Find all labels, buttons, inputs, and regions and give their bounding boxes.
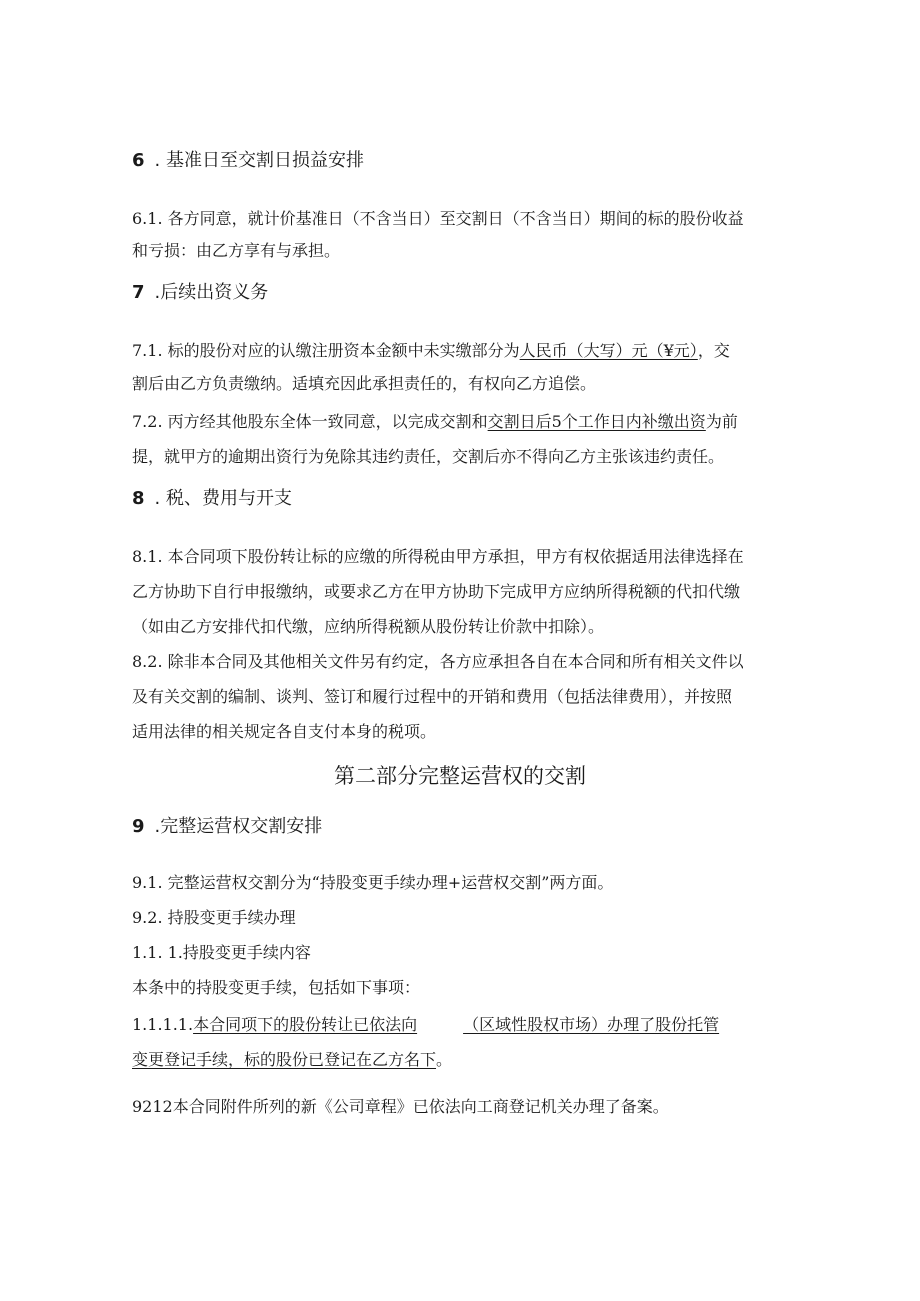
underlined-text: 变更登记手续，标的股份已登记在乙方名下 xyxy=(132,1050,437,1069)
paragraph-6-1-line-2: 和亏损：由乙方享有与承担。 xyxy=(132,241,341,260)
paragraph-8-2-line-1: 8.2. 除非本合同及其他相关文件另有约定，各方应承担各自在本合同和所有相关文件以 xyxy=(132,652,744,671)
paragraph-1-1-1-1-line-1 xyxy=(132,1014,719,1036)
paragraph-7-2-line-2: 提，就甲方的逾期出资行为免除其违约责任，交割后亦不得向乙方主张该违约责任。 xyxy=(132,447,725,466)
paragraph-1-1-1: 1.1. 1.持股变更手续内容 xyxy=(132,943,311,962)
section-number: 8 xyxy=(132,488,145,509)
text-run: 7.2. 丙方经其他股东全体一致同意，以完成交割和 xyxy=(132,412,488,431)
underlined-text xyxy=(193,1015,719,1034)
section-title: .完整运营权交割安排 xyxy=(154,816,323,837)
text-run: ，交 xyxy=(697,341,730,360)
paragraph-9-2: 9.2. 持股变更手续办理 xyxy=(132,908,296,927)
paragraph-9212: 9212本合同附件所列的新《公司章程》已依法向工商登记机关办理了备案。 xyxy=(132,1097,669,1116)
paragraph-7-1-line-2: 割后由乙方负责缴纳。适填充因此承担责任的，有权向乙方追偿。 xyxy=(132,374,597,393)
paragraph-8-1-line-3: （如由乙方安排代扣代缴，应纳所得税额从股份转让价款中扣除）。 xyxy=(132,617,605,636)
part-title: 第二部分完整运营权的交割 xyxy=(334,764,586,788)
paragraph-7-2-line-1 xyxy=(132,411,738,433)
text-run: 1.1.1.1. xyxy=(132,1015,194,1034)
underlined-run: 本合同项下的股份转让已依法向 xyxy=(193,1015,418,1034)
underlined-run: （区域性股权市场）办理了股份托管 xyxy=(463,1015,720,1034)
section-number: 9 xyxy=(132,816,145,837)
paragraph-8-2-line-3: 适用法律的相关规定各自支付本身的税项。 xyxy=(132,722,437,741)
section-7-heading xyxy=(132,282,268,304)
section-number: 6 xyxy=(132,150,145,171)
section-9-heading xyxy=(132,816,322,838)
paragraph-1-1-1-1-line-2 xyxy=(132,1049,452,1071)
paragraph-7-1-line-1 xyxy=(132,340,730,362)
text-run: 为前 xyxy=(705,412,738,431)
section-6-heading xyxy=(132,150,364,172)
paragraph-8-1-line-2: 乙方协助下自行申报缴纳，或要求乙方在甲方协助下完成甲方应纳所得税额的代扣代缴 xyxy=(132,582,741,601)
paragraph-9-1: 9.1. 完整运营权交割分为“持股变更手续办理+运营权交割”两方面。 xyxy=(132,873,614,892)
text-run: 7.1. 标的股份对应的认缴注册资本金额中未实缴部分为 xyxy=(132,341,520,360)
section-title: .后续出资义务 xyxy=(154,282,269,303)
paragraph-intro: 本条中的持股变更手续，包括如下事项： xyxy=(132,978,421,997)
text-run: 。 xyxy=(436,1050,453,1069)
section-number: 7 xyxy=(132,282,145,303)
paragraph-8-1-line-1: 8.1. 本合同项下股份转让标的应缴的所得税由甲方承担，甲方有权依据适用法律选择在 xyxy=(132,547,744,566)
section-8-heading xyxy=(132,488,292,510)
paragraph-6-1-line-1: 6.1. 各方同意，就计价基准日（不含当日）至交割日（不含当日）期间的标的股份收益 xyxy=(132,209,744,228)
paragraph-8-2-line-2: 及有关交割的编制、谈判、签订和履行过程中的开销和费用（包括法律费用），并按照 xyxy=(132,687,733,706)
section-title: . 税、费用与开支 xyxy=(154,488,292,509)
underlined-amount: 人民币（大写）元（¥元） xyxy=(519,341,698,360)
underlined-deadline: 交割日后5个工作日内补缴出资 xyxy=(487,412,706,431)
section-title: . 基准日至交割日损益安排 xyxy=(154,150,364,171)
